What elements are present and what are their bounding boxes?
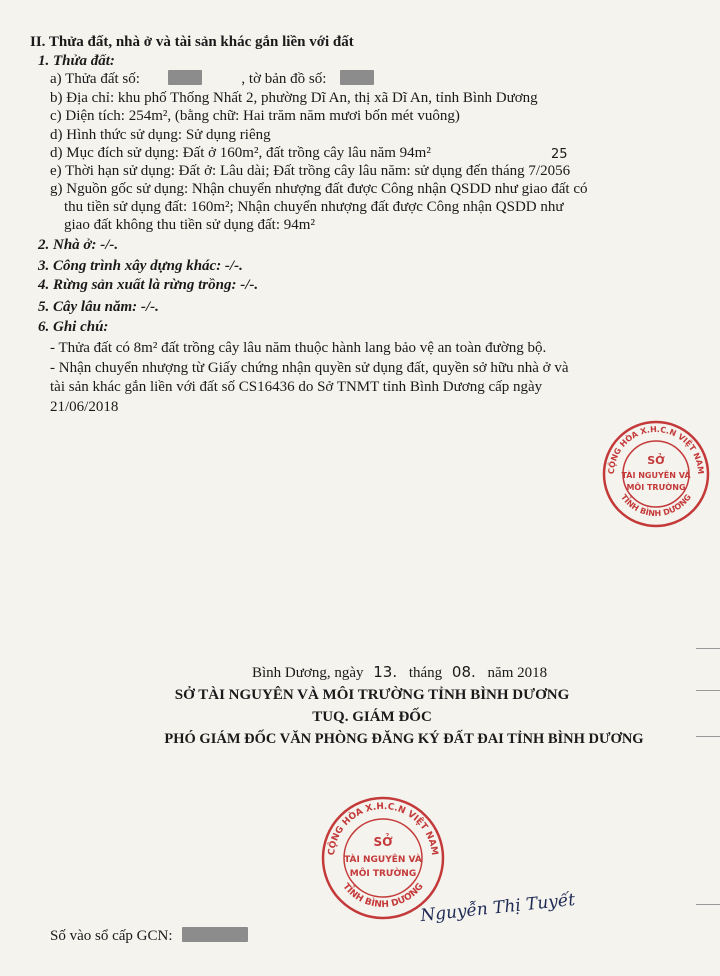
svg-text:CỘNG HÒA X.H.C.N VIỆT NAM: [606, 425, 705, 475]
usage-term-line: e) Thời hạn sử dụng: Đất ở: Lâu dài; Đất trồng cây lâu năm: sử dụng đến tháng 7/2056: [50, 163, 571, 179]
date-day: 13.: [373, 663, 398, 681]
authority-org: SỞ TÀI NGUYÊN VÀ MÔI TRƯỜNG TỈNH BÌNH DƯƠNG: [174, 687, 570, 703]
land-number-line: [50, 70, 374, 88]
official-stamp-signature: [318, 793, 448, 923]
note-1: - Thửa đất có 8m² đất trồng cây lâu năm thuộc hành lang bảo vệ an toàn đường bộ.: [50, 340, 547, 356]
stamp2-line-1: SỞ: [373, 835, 393, 849]
registry-line: [50, 927, 248, 945]
date-year: năm 2018: [487, 665, 548, 681]
authority-position: PHÓ GIÁM ĐỐC VĂN PHÒNG ĐĂNG KÝ ĐẤT ĐAI TỈNH BÌNH DƯƠNG: [164, 731, 644, 747]
date-month-label: tháng: [408, 665, 443, 681]
edge-mark: [696, 904, 720, 905]
address-line: b) Địa chỉ: khu phố Thống Nhất 2, phường Dĩ An, thị xã Dĩ An, tỉnh Bình Dương: [50, 90, 538, 106]
origin-line-1: g) Nguồn gốc sử dụng: Nhận chuyển nhượng đất được Công nhận QSDD như giao đất có: [50, 181, 588, 197]
section-title: II. Thửa đất, nhà ở và tài sản khác gắn liền với đất: [30, 34, 354, 50]
note-2b: tài sản khác gắn liền với đất số CS16436 do Sở TNMT tỉnh Bình Dương cấp ngày: [50, 379, 543, 395]
note-2c: 21/06/2018: [50, 399, 119, 415]
date-line: [252, 663, 547, 682]
perennial-line: 5. Cây lâu năm: -/-.: [38, 299, 159, 315]
edge-mark: [696, 736, 720, 737]
area-line: c) Diện tích: 254m², (bằng chữ: Hai trăm năm mươi bốn mét vuông): [50, 108, 460, 124]
official-stamp-top: [600, 418, 712, 530]
handwritten-note: 25: [551, 147, 568, 162]
redacted-land-number: [168, 70, 202, 85]
authority-tuq: TUQ. GIÁM ĐỐC: [312, 709, 432, 725]
stamp2-line-2: TÀI NGUYÊN VÀ: [344, 855, 422, 865]
svg-text:TỈNH BÌNH DƯƠNG: [619, 493, 693, 518]
house-line: 2. Nhà ở: -/-.: [38, 237, 119, 253]
stamp2-ring-text: CỘNG HÒA X.H.C.N VIỆT NAM: [326, 801, 440, 856]
stamp2-bottom-text: TỈNH BÌNH DƯƠNG: [340, 881, 426, 911]
notes-heading: 6. Ghi chú:: [38, 319, 109, 335]
signature: Nguyễn Thị Tuyết: [419, 889, 577, 927]
date-month: 08.: [451, 663, 476, 681]
land-number-label: a) Thửa đất số:: [50, 71, 140, 87]
edge-mark: [696, 648, 720, 649]
stamp2-line-3: MÔI TRƯỜNG: [349, 869, 417, 879]
redacted-map-sheet: [340, 70, 374, 85]
date-prefix: Bình Dương, ngày: [252, 665, 364, 681]
origin-line-3: giao đất không thu tiền sử dụng đất: 94m²: [64, 217, 315, 233]
usage-form-line: d) Hình thức sử dụng: Sử dụng riêng: [50, 127, 271, 143]
forest-line: 4. Rừng sản xuất là rừng trồng: -/-.: [38, 277, 259, 293]
stamp-ring-text: CỘNG HÒA X.H.C.N VIỆT NAM: [606, 424, 706, 475]
registry-label: Số vào sổ cấp GCN:: [50, 928, 173, 944]
note-2a: - Nhận chuyển nhượng từ Giấy chứng nhận quyền sử dụng đất, quyền sở hữu nhà ở và: [50, 360, 569, 376]
redacted-registry-number: [182, 927, 248, 942]
other-construction-line: 3. Công trình xây dựng khác: -/-.: [38, 258, 243, 274]
map-sheet-label: , tờ bản đồ số:: [241, 71, 327, 87]
land-heading: 1. Thửa đất:: [38, 53, 115, 69]
stamp-bottom-text: TỈNH BÌNH DƯƠNG: [619, 492, 693, 519]
stamp-line-1: SỞ: [647, 454, 665, 467]
origin-line-2: thu tiền sử dụng đất: 160m²; Nhận chuyển nhượng đất được Công nhận QSDD như: [64, 199, 564, 215]
stamp-line-3: MÔI TRƯỜNG: [626, 483, 686, 492]
edge-mark: [696, 690, 720, 691]
svg-text:TỈNH BÌNH DƯƠNG: [340, 882, 425, 910]
usage-purpose-line: d) Mục đích sử dụng: Đất ở 160m², đất trồng cây lâu năm 94m²: [50, 145, 431, 161]
stamp-line-2: TÀI NGUYÊN VÀ: [621, 471, 691, 480]
